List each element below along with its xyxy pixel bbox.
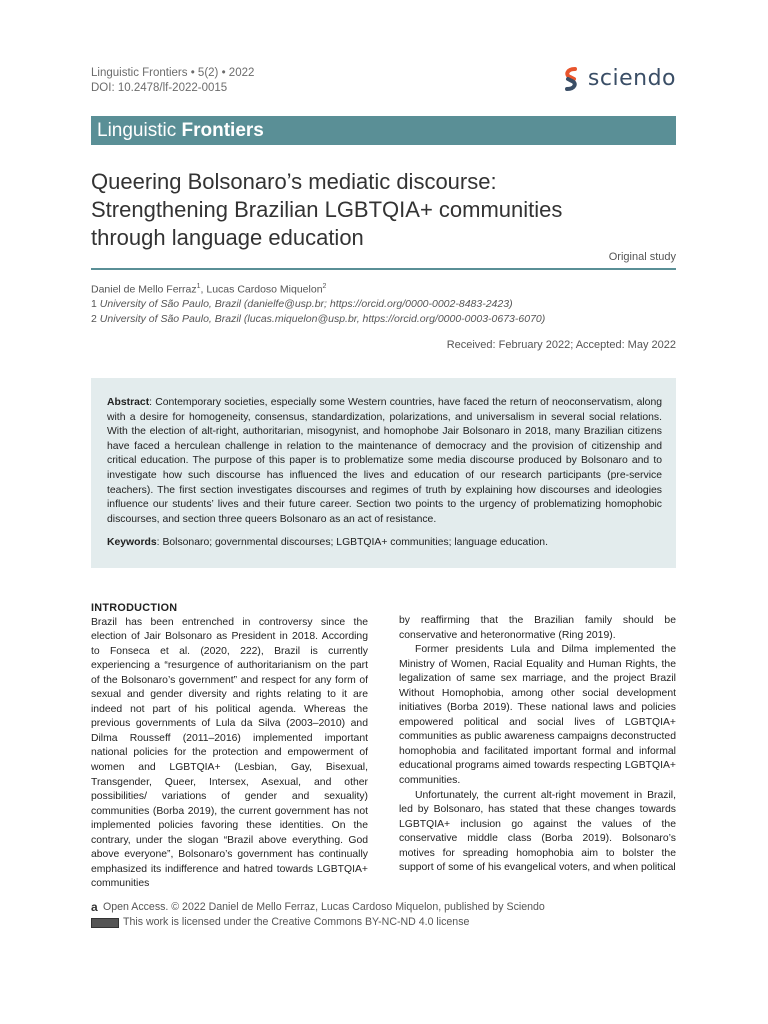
publisher-logo: [561, 66, 676, 91]
affiliation-text: University of São Paulo, Brazil (lucas.miquelon@usp.br, https://orcid.org/0000-0003-0673-6070): [99, 312, 546, 325]
author-list: [91, 280, 545, 297]
open-access-line: [91, 900, 545, 915]
title-line: Strengthening Brazilian LGBTQIA+ communities: [91, 197, 563, 222]
doi-line: DOI: 10.2478/lf-2022-0015: [91, 82, 228, 94]
license-line: [91, 915, 545, 930]
abstract: [107, 396, 662, 527]
affiliation-text: University of São Paulo, Brazil (danielfe@usp.br; https://orcid.org/0000-0002-8483-2423): [99, 298, 513, 310]
title-divider: [91, 268, 676, 270]
open-access-text: Open Access. © 2022 Daniel de Mello Ferraz, Lucas Cardoso Miquelon, published by Sciendo: [103, 901, 545, 913]
title-line: through language education: [91, 225, 364, 250]
author-affiliation-mark: 2: [322, 283, 327, 290]
paragraph: Brazil has been entrenched in controversy since the election of Jair Bolsonaro as President in 2018. According to Fonseca et al. (2020, 222), Brazil is currently experiencing a “resurgence of authoritarianism on the part of the Bolsonaro’s government” and respect for any form of sexual and gender diversity and rights relating to it are indeed not part of his political agenda. Whereas the previous governments of Lula da Silva (2003–2010) and Dilma Rousseff (2011–2016) implemented important national policies for the protection and empowerment of women and LGBTQIA+ (Lesbian, Gay, Bisexual, Transgender, Queer, Intersex, Asexual, and other possibilities/ variations of gender and sexuality) communities (Borba 2019), the current government has not implemented policies favoring these identities. On the contrary, under the slogan “Brazil above everything. God above everyone”, Bolsonaro’s government has continually emphasized its indifference and hatred towards LGBTQIA+ communities: [91, 616, 368, 890]
journal-issue-line: Linguistic Frontiers • 5(2) • 2022: [91, 67, 255, 79]
paragraph: by reaffirming that the Brazilian family should be conservative and heteronormative (Ring 2019).: [399, 615, 676, 641]
article-title: [91, 168, 676, 252]
author-block: [91, 280, 545, 326]
affiliation-number: 2: [91, 312, 97, 325]
paragraph: Unfortunately, the current alt-right movement in Brazil, led by Bolsonaro, has stated that these changes towards LGBTQIA+ inclusion go against the values of the conservative middle class (Borba 2019). Bolsonaro’s motives for spreading homophobia aim to bolster the support of some of his evangelical voters, and when political: [399, 789, 676, 874]
affiliation-1: [91, 297, 545, 312]
abstract-text: : Contemporary societies, especially some Western countries, have faced the return of neoconservatism, along with a desire for homogeneity, consensus, standardization, polarizations, and universalism in several social relations. With the election of alt-right, authoritarian, misogynist, and homophobe Jair Bolsonaro in 2018, many Brazilian citizens have faced a herculean challenge in relation to the maintenance of democracy and the provision of citizenship and critical education. The purpose of this paper is to problematize some media discourse produced by Bolsonaro and to investigate how such discourse has influenced the lives and education of our research participants (pre-service teachers). The first section investigates discourses and regimes of truth by explaining how discourses and ideologies influence our students’ lives and their future career. Section two points to the urgency of problematizing homophobic discourses, and section three queers Bolsonaro as an act of resistance.: [107, 397, 662, 525]
author-name: Daniel de Mello Ferraz: [91, 283, 197, 296]
body-column-left: [91, 601, 368, 892]
journal-meta: [91, 66, 254, 96]
abstract-box: [91, 378, 676, 568]
sciendo-logo-icon: [561, 67, 581, 91]
author-name: , Lucas Cardoso Miquelon: [200, 283, 323, 296]
license-text: This work is licensed under the Creative Commons BY-NC-ND 4.0 license: [123, 916, 470, 928]
open-access-icon: a: [91, 900, 98, 914]
abstract-label: Abstract: [107, 397, 150, 408]
keywords: [107, 536, 662, 551]
affiliation-2: [91, 312, 545, 327]
footer: [91, 900, 545, 930]
article-type: Original study: [608, 251, 676, 263]
journal-name-bold: Frontiers: [181, 120, 264, 141]
title-line: Queering Bolsonaro’s mediatic discourse:: [91, 169, 497, 194]
publisher-name: sciendo: [587, 66, 676, 91]
keywords-text: : Bolsonaro; governmental discourses; LGBTQIA+ communities; language education.: [156, 537, 548, 549]
paragraph: Former presidents Lula and Dilma implemented the Ministry of Women, Racial Equality and Human Rights, the legalization of same sex marriage, and the project Brazil Without Homophobia, among other social development initiatives (Borba 2019). These national laws and policies empowered political and social lives of LGBTQIA+ communities as public awareness campaigns deconstructed homophobia and facilitated important formal and informal educational programs aimed towards respecting LGBTQIA+ communities.: [399, 644, 676, 787]
author-affiliation-mark: 1: [196, 283, 201, 290]
journal-name-light: Linguistic: [97, 120, 177, 141]
received-dates: Received: February 2022; Accepted: May 2022: [446, 339, 676, 351]
body-column-right: [399, 614, 676, 876]
affiliation-number: 1: [91, 298, 97, 310]
section-heading: INTRODUCTION: [91, 602, 178, 614]
journal-banner: [91, 116, 676, 145]
keywords-label: Keywords: [107, 537, 157, 549]
creative-commons-icon: [91, 918, 119, 928]
